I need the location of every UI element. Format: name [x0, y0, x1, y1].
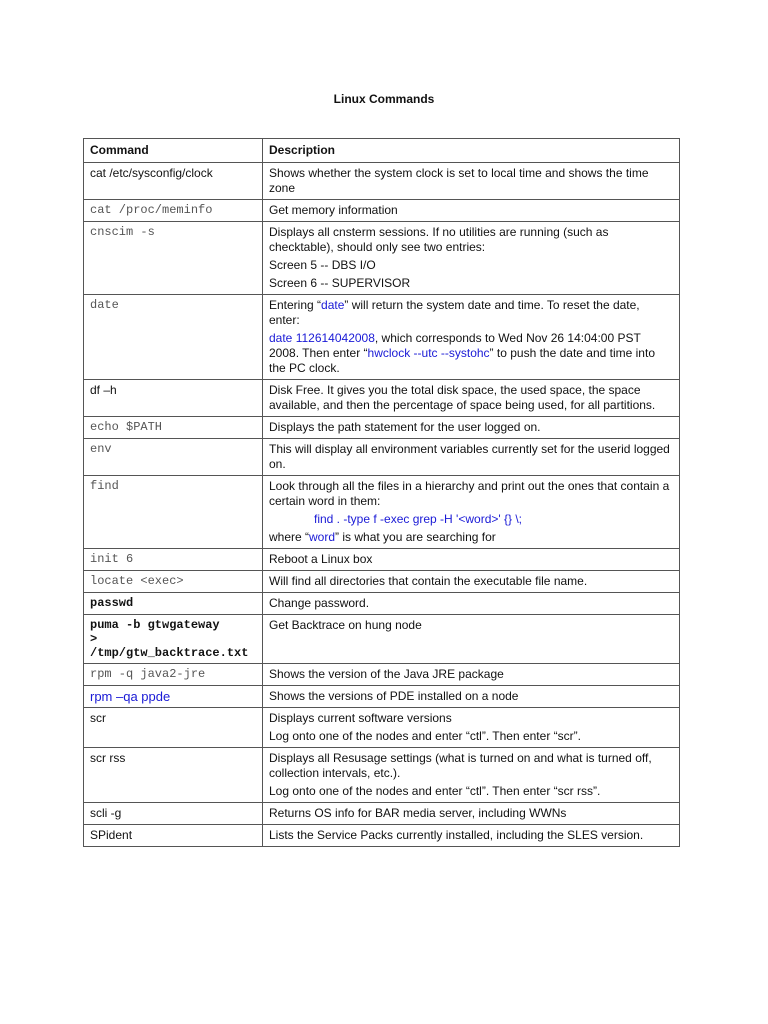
command-example: find . -type f -exec grep -H '<word>' {} \; [314, 512, 523, 526]
description-text: Screen 5 -- DBS I/O [269, 258, 376, 272]
command-cell: env [84, 439, 263, 476]
command-highlight: hwclock --utc --systohc [367, 346, 490, 360]
table-row [84, 803, 680, 825]
column-header-description: Description [263, 139, 680, 163]
table-header-row [84, 139, 680, 163]
table-row [84, 593, 680, 615]
command-cell: scr [84, 708, 263, 748]
table-row [84, 222, 680, 295]
command-cell: passwd [84, 593, 263, 615]
description-cell: Lists the Service Packs currently installed, including the SLES version. [263, 825, 680, 847]
description-cell: Disk Free. It gives you the total disk space, the used space, the space available, and then the percentage of space being used, for all partitions. [263, 380, 680, 417]
command-cell: cat /proc/meminfo [84, 200, 263, 222]
description-cell [263, 222, 680, 295]
table-row [84, 163, 680, 200]
text-span: ” is what you are searching for [335, 530, 496, 544]
table-row [84, 380, 680, 417]
table-row [84, 417, 680, 439]
text-span: , which corresponds to Wed Nov 26 14:04:00 PST 2008. Then enter “ [269, 331, 641, 360]
command-cell: rpm –qa ppde [84, 686, 263, 708]
table-row [84, 615, 680, 664]
command-cell: scli -g [84, 803, 263, 825]
description-cell: Get Backtrace on hung node [263, 615, 680, 664]
command-cell: echo $PATH [84, 417, 263, 439]
text-span: Entering “ [269, 298, 322, 312]
command-cell: locate <exec> [84, 571, 263, 593]
description-cell [263, 295, 680, 380]
table-row [84, 686, 680, 708]
description-cell: Shows the versions of PDE installed on a node [263, 686, 680, 708]
command-cell: rpm -q java2-jre [84, 664, 263, 686]
description-cell: Displays the path statement for the user logged on. [263, 417, 680, 439]
description-text: Log onto one of the nodes and enter “ctl”. Then enter “scr”. [269, 729, 581, 743]
description-text: Log onto one of the nodes and enter “ctl”. Then enter “scr rss”. [269, 784, 601, 798]
command-cell: cat /etc/sysconfig/clock [84, 163, 263, 200]
command-highlight: date 112614042008 [269, 331, 375, 345]
description-text [269, 298, 673, 328]
command-highlight: word [309, 530, 336, 544]
description-text: Displays all cnsterm sessions. If no utilities are running (such as checktable), should only see two entries: [269, 225, 609, 254]
description-cell: Shows whether the system clock is set to local time and shows the time zone [263, 163, 680, 200]
text-span: where “ [269, 530, 310, 544]
command-cell: scr rss [84, 748, 263, 803]
table-row [84, 476, 680, 549]
description-text: Displays current software versions [269, 711, 452, 725]
description-text [269, 331, 673, 376]
table-row [84, 664, 680, 686]
command-cell: find [84, 476, 263, 549]
command-line: puma -b gtwgateway [90, 618, 220, 632]
description-text: Displays all Resusage settings (what is turned on and what is turned off, collection intervals, etc.). [269, 751, 652, 780]
description-text [269, 530, 673, 545]
table-row [84, 708, 680, 748]
table-row [84, 200, 680, 222]
table-row [84, 295, 680, 380]
table-row [84, 825, 680, 847]
command-highlight: date [321, 298, 345, 312]
text-span: ” will return the system date and time. To reset the date, enter: [269, 298, 640, 327]
description-cell [263, 476, 680, 549]
command-cell: df –h [84, 380, 263, 417]
command-line: > [90, 632, 98, 646]
text-span: ” to push the date and time into the PC clock. [269, 346, 655, 375]
description-cell: Will find all directories that contain the executable file name. [263, 571, 680, 593]
description-cell [263, 708, 680, 748]
description-cell: Returns OS info for BAR media server, including WWNs [263, 803, 680, 825]
table-row [84, 571, 680, 593]
command-cell: init 6 [84, 549, 263, 571]
description-cell: Reboot a Linux box [263, 549, 680, 571]
table-row [84, 549, 680, 571]
command-cell [84, 615, 263, 664]
description-cell: Shows the version of the Java JRE package [263, 664, 680, 686]
table-row [84, 439, 680, 476]
command-cell: date [84, 295, 263, 380]
command-line: /tmp/gtw_backtrace.txt [90, 646, 249, 660]
page-title: Linux Commands [333, 92, 435, 106]
column-header-command: Command [84, 139, 263, 163]
description-cell: Change password. [263, 593, 680, 615]
description-cell: This will display all environment variables currently set for the userid logged on. [263, 439, 680, 476]
description-text: Screen 6 -- SUPERVISOR [269, 276, 411, 290]
command-cell: cnscim -s [84, 222, 263, 295]
commands-table [83, 138, 680, 847]
description-cell [263, 748, 680, 803]
description-text: Look through all the files in a hierarchy and print out the ones that contain a certain word in them: [269, 479, 670, 508]
table-row [84, 748, 680, 803]
command-cell: SPident [84, 825, 263, 847]
description-cell: Get memory information [263, 200, 680, 222]
